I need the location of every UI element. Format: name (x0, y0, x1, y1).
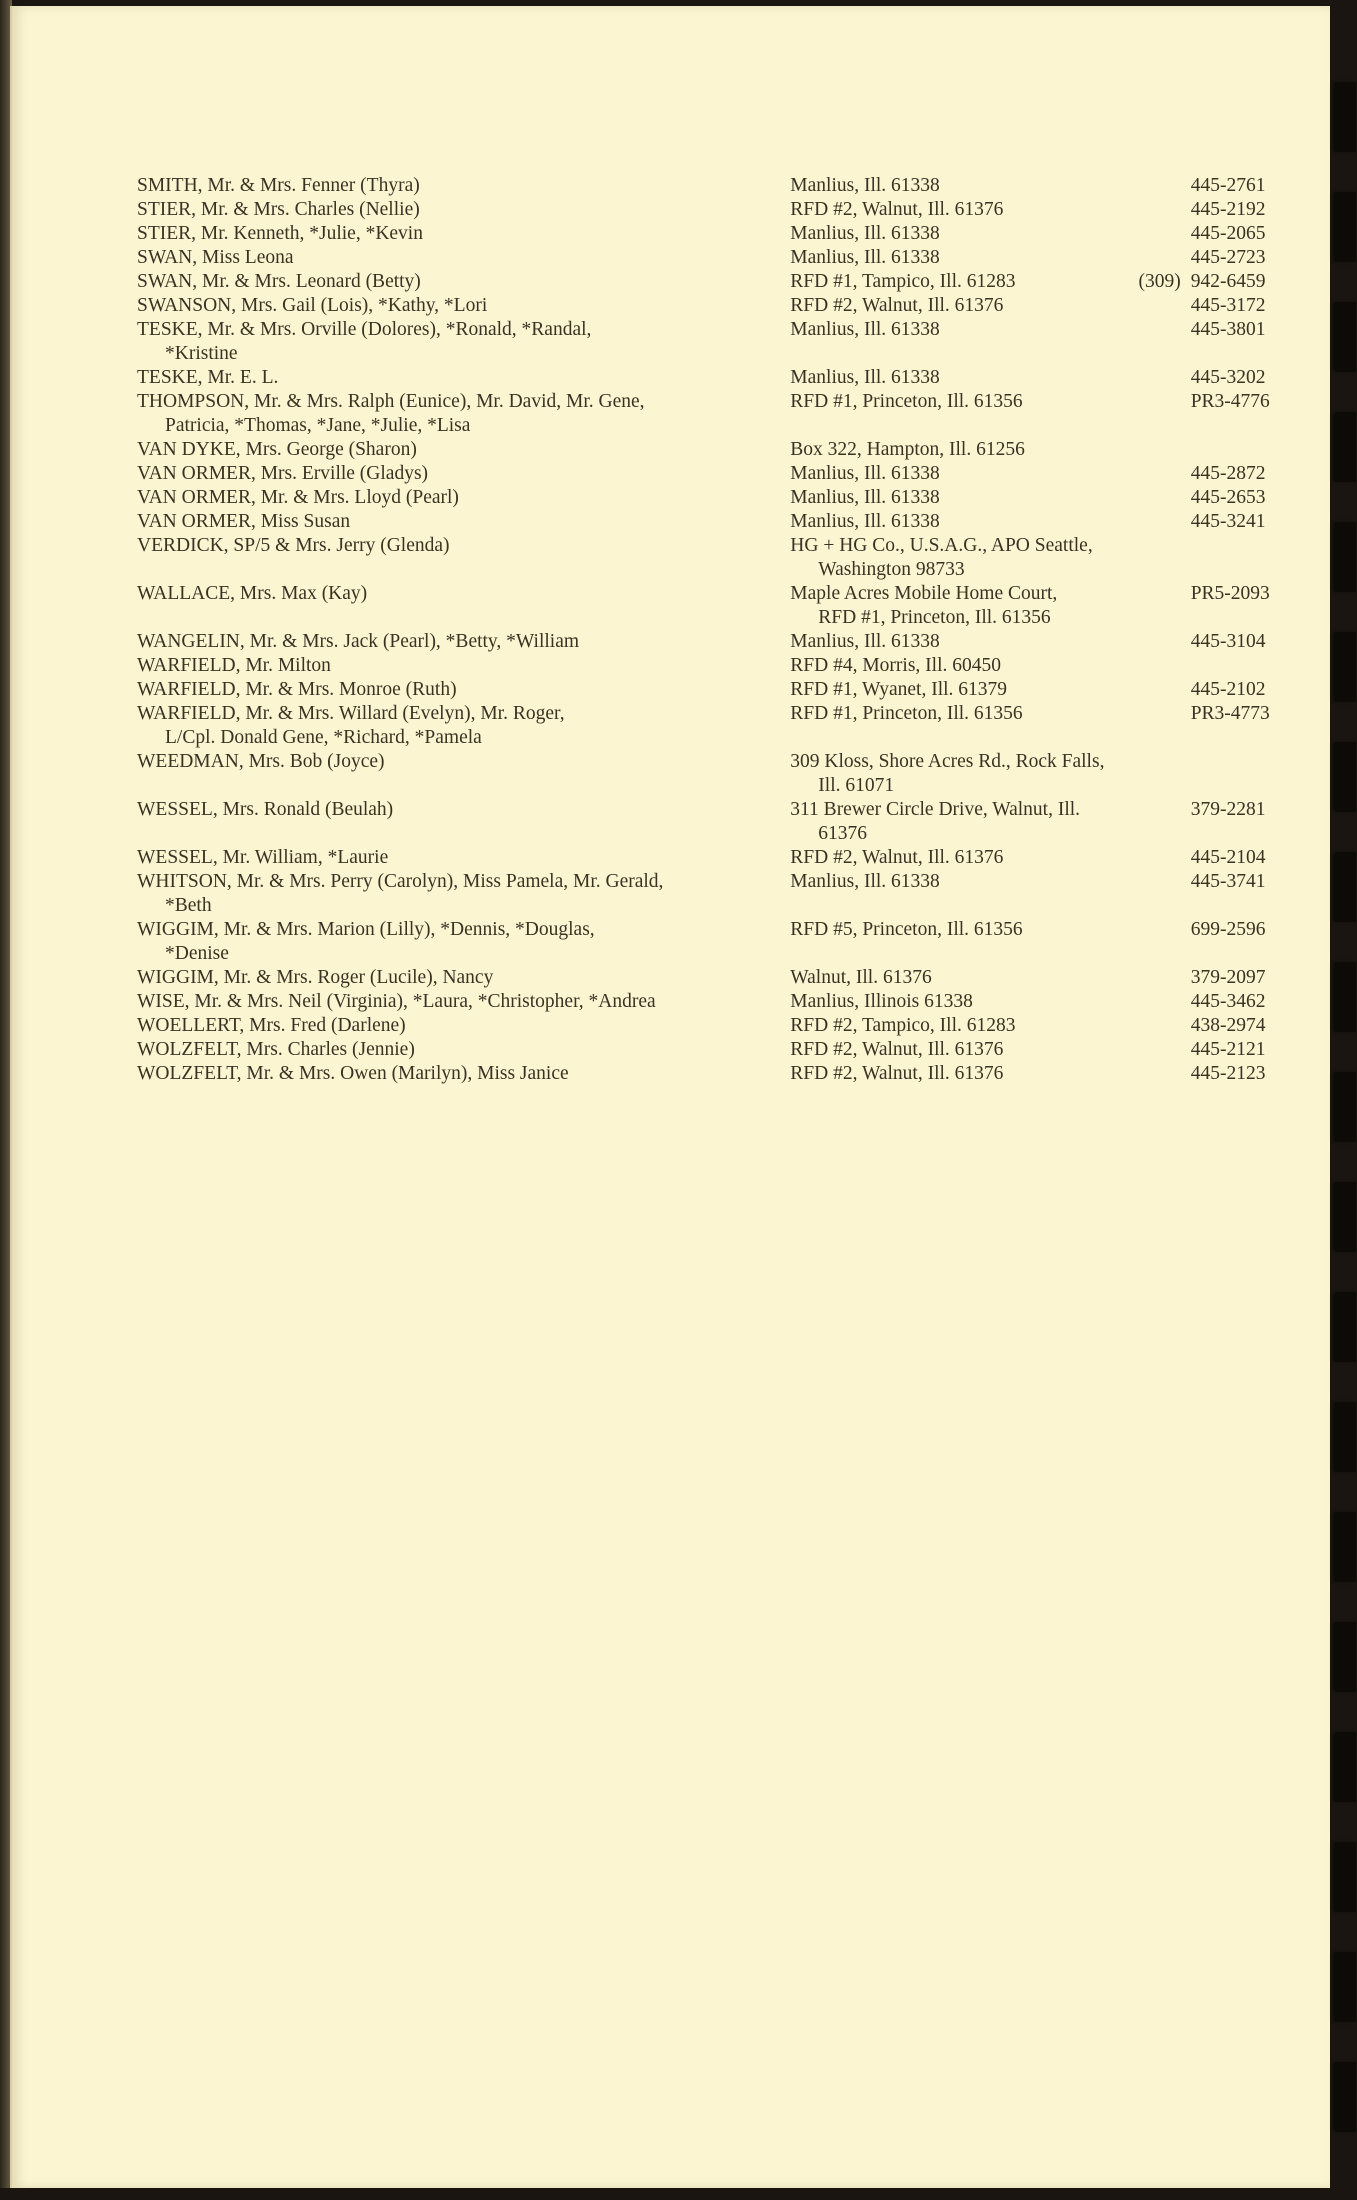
entry-address (790, 654, 1130, 678)
entry-address (790, 222, 1130, 246)
entry-name (137, 318, 790, 366)
directory-entry (137, 390, 1297, 438)
entry-address-line: Maple Acres Mobile Home Court, (790, 583, 1058, 604)
directory-entry (137, 174, 1297, 198)
entry-name-line: SWAN, Mr. & Mrs. Leonard (Betty) (137, 271, 421, 292)
entry-name-line: VAN ORMER, Miss Susan (137, 511, 351, 532)
entry-name (137, 798, 790, 822)
binding-ring (1334, 302, 1356, 372)
binding-ring (1334, 962, 1356, 1032)
entry-address-line: RFD #2, Tampico, Ill. 61283 (790, 1015, 1016, 1036)
entry-address (790, 582, 1130, 630)
entry-address-line: Manlius, Ill. 61338 (790, 319, 940, 340)
entry-name (137, 630, 790, 654)
entry-name-line: WESSEL, Mr. William, *Laurie (137, 847, 389, 868)
directory-entry (137, 582, 1297, 630)
entry-name-line: WIGGIM, Mr. & Mrs. Marion (Lilly), *Dennis, *Douglas, (137, 919, 595, 940)
entry-address-line: RFD #2, Walnut, Ill. 61376 (790, 295, 1004, 316)
entry-address (790, 270, 1130, 294)
entry-phone: 445-3202 (1190, 367, 1266, 388)
binding-ring (1334, 1072, 1356, 1142)
entry-name-line: WISE, Mr. & Mrs. Neil (Virginia), *Laura, *Christopher, *Andrea (137, 991, 656, 1012)
entry-name (137, 918, 790, 966)
entry-name-line: SWANSON, Mrs. Gail (Lois), *Kathy, *Lori (137, 295, 488, 316)
entry-name (137, 486, 790, 510)
directory-listing (137, 174, 1297, 1086)
entry-phone: 942-6459 (1190, 271, 1266, 292)
entry-name-line: WHITSON, Mr. & Mrs. Perry (Carolyn), Miss Pamela, Mr. Gerald, (137, 871, 664, 892)
entry-phone: 438-2974 (1190, 1015, 1266, 1036)
entry-address (790, 534, 1130, 582)
entry-name (137, 270, 790, 294)
binding-ring (1334, 192, 1356, 262)
directory-entry (137, 366, 1297, 390)
directory-entry (137, 1062, 1297, 1086)
directory-entry (137, 462, 1297, 486)
entry-name-line: WALLACE, Mrs. Max (Kay) (137, 583, 368, 604)
entry-name-line: WANGELIN, Mr. & Mrs. Jack (Pearl), *Betty, *William (137, 631, 580, 652)
binding-ring (1334, 632, 1356, 702)
binding-ring (1334, 1512, 1356, 1582)
entry-address-line: RFD #2, Walnut, Ill. 61376 (790, 847, 1004, 868)
entry-name (137, 246, 790, 270)
entry-address-line: RFD #1, Princeton, Ill. 61356 (790, 391, 1023, 412)
entry-area-code: (309) (1138, 271, 1181, 292)
entry-name-line: WIGGIM, Mr. & Mrs. Roger (Lucile), Nancy (137, 967, 494, 988)
entry-name-continuation: Patricia, *Thomas, *Jane, *Julie, *Lisa (165, 415, 471, 436)
entry-address-line: RFD #1, Tampico, Ill. 61283 (790, 271, 1016, 292)
entry-name (137, 438, 790, 462)
entry-name (137, 870, 790, 918)
entry-address-line: Manlius, Ill. 61338 (790, 367, 940, 388)
entry-address-line: Manlius, Ill. 61338 (790, 223, 940, 244)
entry-name-line: WOELLERT, Mrs. Fred (Darlene) (137, 1015, 406, 1036)
binding-ring (1334, 2062, 1356, 2132)
binding-ring (1334, 82, 1356, 152)
entry-address-line: RFD #2, Walnut, Ill. 61376 (790, 199, 1004, 220)
entry-address (790, 318, 1130, 342)
directory-page (10, 6, 1330, 2188)
directory-entry (137, 798, 1297, 846)
entry-name-line: VERDICK, SP/5 & Mrs. Jerry (Glenda) (137, 535, 450, 556)
entry-phone: PR5-2093 (1190, 583, 1270, 604)
entry-address-line: Manlius, Ill. 61338 (790, 511, 940, 532)
entry-name-line: TESKE, Mr. E. L. (137, 367, 279, 388)
entry-address (790, 870, 1130, 894)
entry-name-line: SWAN, Miss Leona (137, 247, 294, 268)
directory-entry (137, 630, 1297, 654)
entry-phone: 379-2097 (1190, 967, 1266, 988)
entry-address (790, 678, 1130, 702)
entry-address (790, 1014, 1130, 1038)
entry-name-line: VAN ORMER, Mr. & Mrs. Lloyd (Pearl) (137, 487, 459, 508)
entry-address-line: Manlius, Ill. 61338 (790, 487, 940, 508)
directory-entry (137, 1014, 1297, 1038)
binding-ring (1334, 1622, 1356, 1692)
entry-phone: 445-2761 (1190, 175, 1266, 196)
entry-phone: PR3-4773 (1190, 703, 1270, 724)
entry-address-line: Manlius, Illinois 61338 (790, 991, 973, 1012)
binding-ring (1334, 1732, 1356, 1802)
entry-address-line: Manlius, Ill. 61338 (790, 871, 940, 892)
directory-entry (137, 318, 1297, 366)
entry-address-continuation: 61376 (818, 823, 868, 844)
directory-entry (137, 198, 1297, 222)
entry-address (790, 846, 1130, 870)
directory-entry (137, 270, 1297, 294)
entry-address (790, 990, 1130, 1014)
entry-phone: 445-3462 (1190, 991, 1266, 1012)
binding-ring (1334, 1842, 1356, 1912)
entry-phone: 445-3104 (1190, 631, 1266, 652)
directory-entry (137, 486, 1297, 510)
entry-name (137, 462, 790, 486)
entry-address-line: Manlius, Ill. 61338 (790, 631, 940, 652)
entry-name-line: WESSEL, Mrs. Ronald (Beulah) (137, 799, 394, 820)
entry-name (137, 174, 790, 198)
directory-entry (137, 918, 1297, 966)
entry-address-line: RFD #2, Walnut, Ill. 61376 (790, 1063, 1004, 1084)
entry-address (790, 750, 1130, 798)
entry-phone: 445-2123 (1190, 1063, 1266, 1084)
entry-name (137, 990, 790, 1014)
bottom-edge (0, 2188, 1357, 2200)
entry-phone: 445-2653 (1190, 487, 1266, 508)
entry-phone: 445-2102 (1190, 679, 1266, 700)
directory-entry (137, 1038, 1297, 1062)
entry-phone: 699-2596 (1190, 919, 1266, 940)
entry-name (137, 702, 790, 750)
entry-address (790, 918, 1130, 942)
entry-name (137, 654, 790, 678)
entry-phone: 445-3172 (1190, 295, 1266, 316)
entry-address (790, 486, 1130, 510)
entry-address-line: RFD #5, Princeton, Ill. 61356 (790, 919, 1023, 940)
directory-entry (137, 966, 1297, 990)
entry-address (790, 1038, 1130, 1062)
entry-address-line: Manlius, Ill. 61338 (790, 247, 940, 268)
entry-name (137, 1038, 790, 1062)
entry-phone: 445-2872 (1190, 463, 1266, 484)
entry-name-line: WARFIELD, Mr. & Mrs. Monroe (Ruth) (137, 679, 457, 700)
entry-address-line: 309 Kloss, Shore Acres Rd., Rock Falls, (790, 751, 1105, 772)
binding-ring (1334, 1402, 1356, 1472)
directory-entry (137, 846, 1297, 870)
entry-name-line: WOLZFELT, Mr. & Mrs. Owen (Marilyn), Miss Janice (137, 1063, 569, 1084)
entry-name-line: TESKE, Mr. & Mrs. Orville (Dolores), *Ronald, *Randal, (137, 319, 592, 340)
entry-phone: 445-3741 (1190, 871, 1266, 892)
entry-name (137, 1062, 790, 1086)
entry-address (790, 510, 1130, 534)
entry-address (790, 390, 1130, 414)
entry-name-line: WEEDMAN, Mrs. Bob (Joyce) (137, 751, 385, 772)
entry-address-continuation: RFD #1, Princeton, Ill. 61356 (818, 607, 1051, 628)
entry-name (137, 846, 790, 870)
entry-phone: 445-2121 (1190, 1039, 1266, 1060)
entry-name-continuation: *Kristine (165, 343, 238, 364)
entry-address (790, 462, 1130, 486)
entry-address (790, 366, 1130, 390)
directory-entry (137, 294, 1297, 318)
entry-phone: 379-2281 (1190, 799, 1266, 820)
entry-address-line: RFD #1, Wyanet, Ill. 61379 (790, 679, 1008, 700)
entry-address-continuation: Ill. 61071 (818, 775, 895, 796)
entry-phone: 445-2104 (1190, 847, 1266, 868)
binding-ring (1334, 742, 1356, 812)
entry-address (790, 702, 1130, 726)
directory-entry (137, 438, 1297, 462)
entry-name (137, 534, 790, 558)
entry-address-line: RFD #2, Walnut, Ill. 61376 (790, 1039, 1004, 1060)
entry-name-line: WARFIELD, Mr. & Mrs. Willard (Evelyn), Mr. Roger, (137, 703, 565, 724)
entry-address (790, 294, 1130, 318)
entry-name (137, 294, 790, 318)
binding-ring (1334, 412, 1356, 482)
entry-name (137, 750, 790, 774)
entry-address (790, 198, 1130, 222)
entry-phone: 445-2192 (1190, 199, 1266, 220)
directory-entry (137, 750, 1297, 798)
directory-entry (137, 534, 1297, 582)
entry-name (137, 1014, 790, 1038)
entry-address-line: HG + HG Co., U.S.A.G., APO Seattle, (790, 535, 1093, 556)
entry-address-line: Manlius, Ill. 61338 (790, 175, 940, 196)
entry-name (137, 510, 790, 534)
entry-address-line: Box 322, Hampton, Ill. 61256 (790, 439, 1025, 460)
entry-address-line: Manlius, Ill. 61338 (790, 463, 940, 484)
entry-name (137, 366, 790, 390)
entry-address-line: RFD #4, Morris, Ill. 60450 (790, 655, 1002, 676)
directory-entry (137, 654, 1297, 678)
entry-address-line: 311 Brewer Circle Drive, Walnut, Ill. (790, 799, 1081, 820)
entry-name (137, 222, 790, 246)
entry-name (137, 390, 790, 438)
entry-address-continuation: Washington 98733 (818, 559, 965, 580)
entry-name-line: SMITH, Mr. & Mrs. Fenner (Thyra) (137, 175, 420, 196)
entry-name-line: VAN ORMER, Mrs. Erville (Gladys) (137, 463, 429, 484)
binding-ring (1334, 852, 1356, 922)
entry-name-line: VAN DYKE, Mrs. George (Sharon) (137, 439, 417, 460)
directory-entry (137, 870, 1297, 918)
entry-address (790, 438, 1130, 462)
entry-name (137, 678, 790, 702)
binding-ring (1334, 1182, 1356, 1252)
entry-phone: 445-3241 (1190, 511, 1266, 532)
entry-address (790, 630, 1130, 654)
entry-name-line: STIER, Mr. Kenneth, *Julie, *Kevin (137, 223, 423, 244)
directory-entry (137, 246, 1297, 270)
directory-entry (137, 678, 1297, 702)
entry-name-line: STIER, Mr. & Mrs. Charles (Nellie) (137, 199, 420, 220)
entry-phone: 445-3801 (1190, 319, 1266, 340)
entry-address (790, 966, 1130, 990)
entry-address (790, 246, 1130, 270)
entry-address (790, 1062, 1130, 1086)
entry-name-continuation: *Denise (165, 943, 229, 964)
entry-name (137, 582, 790, 606)
entry-phone: 445-2065 (1190, 223, 1266, 244)
entry-name-continuation: *Beth (165, 895, 212, 916)
entry-name (137, 198, 790, 222)
entry-name-line: WOLZFELT, Mrs. Charles (Jennie) (137, 1039, 415, 1060)
directory-entry (137, 222, 1297, 246)
binding-ring (1334, 1952, 1356, 2022)
binding-ring (1334, 522, 1356, 592)
entry-address (790, 174, 1130, 198)
directory-entry (137, 990, 1297, 1014)
entry-name-line: THOMPSON, Mr. & Mrs. Ralph (Eunice), Mr. David, Mr. Gene, (137, 391, 645, 412)
entry-address (790, 798, 1130, 846)
entry-phone: PR3-4776 (1190, 391, 1270, 412)
entry-phone: 445-2723 (1190, 247, 1266, 268)
directory-entry (137, 702, 1297, 750)
entry-name (137, 966, 790, 990)
directory-entry (137, 510, 1297, 534)
entry-address-line: RFD #1, Princeton, Ill. 61356 (790, 703, 1023, 724)
entry-address-line: Walnut, Ill. 61376 (790, 967, 932, 988)
entry-name-continuation: L/Cpl. Donald Gene, *Richard, *Pamela (165, 727, 482, 748)
binding-ring (1334, 1292, 1356, 1362)
entry-name-line: WARFIELD, Mr. Milton (137, 655, 331, 676)
